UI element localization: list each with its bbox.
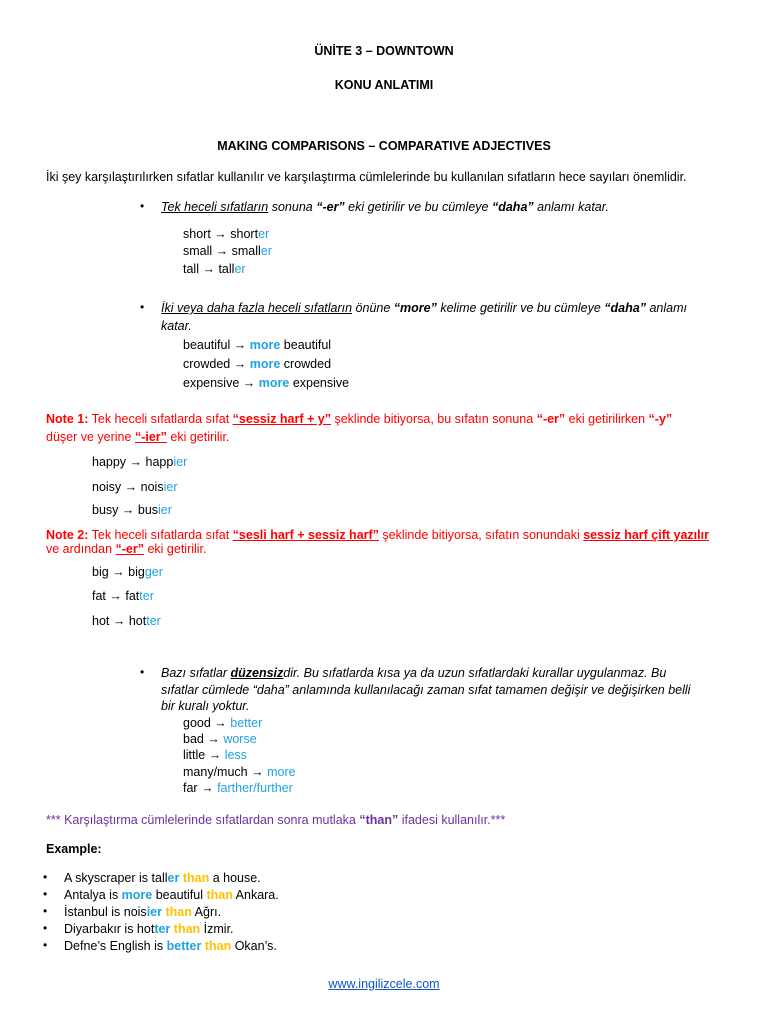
rule1-term: Tek heceli sıfatların xyxy=(161,200,269,214)
footer xyxy=(0,977,768,991)
bullet-icon: • xyxy=(43,921,48,935)
arrow-icon: → xyxy=(215,244,229,258)
example-sentence: Antalya is more beautiful than Ankara. xyxy=(64,888,279,902)
note2-text: Note 2: Tek heceli sıfatlarda sıfat “sesli harf + sessiz harf” şeklinde bitiyorsa, sıfatın sonundaki sessiz harf çift yazılır xyxy=(46,528,709,542)
arrow-icon: → xyxy=(129,455,143,469)
bullet-icon: • xyxy=(43,938,48,952)
example-sentence: Diyarbakır is hotter than İzmir. xyxy=(64,922,234,936)
website-link[interactable]: www.ingilizcele.com xyxy=(328,977,440,991)
than-note: *** Karşılaştırma cümlelerinde sıfatlardan sonra mutlaka “than” ifadesi kullanılır.*** xyxy=(46,813,506,827)
note1-example: noisy → noisier xyxy=(92,480,178,494)
arrow-icon: → xyxy=(121,503,135,517)
rule1-example: tall → taller xyxy=(183,262,246,276)
note1-example: busy → busier xyxy=(92,503,172,517)
arrow-icon: → xyxy=(233,357,247,371)
irregular-example: little → less xyxy=(183,748,247,762)
rule2-example: beautiful → more beautiful xyxy=(183,338,332,352)
section-title: MAKING COMPARISONS – COMPARATIVE ADJECTIVES xyxy=(217,139,551,153)
rule3-text-line2: sıfatlar cümlede “daha” anlamında kullanılacağı zaman sıfat tamamen değişir ve değişirken belli xyxy=(161,683,691,697)
irregular-example: good → better xyxy=(183,716,263,730)
rule1-example: short → shorter xyxy=(183,227,270,241)
example-sentence: Defne’s English is better than Okan’s. xyxy=(64,939,277,953)
note2-label: Note 2: xyxy=(46,528,89,542)
arrow-icon: → xyxy=(124,480,138,494)
example-sentence: A skyscraper is taller than a house. xyxy=(64,871,261,885)
arrow-icon: → xyxy=(112,565,125,579)
bullet-icon: • xyxy=(43,870,48,884)
lesson-subtitle: KONU ANLATIMI xyxy=(334,78,434,92)
example-heading: Example: xyxy=(46,842,102,856)
note1-label: Note 1: xyxy=(46,412,89,426)
rule3-term: düzensiz xyxy=(230,666,284,680)
arrow-icon: → xyxy=(214,227,227,241)
rule1-example: small → smaller xyxy=(183,244,272,258)
note1-example: happy → happier xyxy=(92,455,188,469)
arrow-icon: → xyxy=(251,765,264,779)
irregular-example: far → farther/further xyxy=(183,781,293,795)
example-sentence: İstanbul is noisier than Ağrı. xyxy=(64,905,222,919)
note1-text-line2: düşer ve yerine “-ier” eki getirilir. xyxy=(46,430,230,444)
note1-text: Note 1: Tek heceli sıfatlarda sıfat “sessiz harf + y” şeklinde bitiyorsa, bu sıfatın sonuna “-er” eki getirilirken “-y” xyxy=(46,412,673,426)
note2-text-line2: ve ardından “-er” eki getirilir. xyxy=(46,542,207,556)
bullet-icon: • xyxy=(43,904,48,918)
arrow-icon: → xyxy=(233,338,247,352)
arrow-icon: → xyxy=(112,614,126,628)
intro-paragraph: İki şey karşılaştırılırken sıfatlar kullanılır ve karşılaştırma cümlelerinde bu kullanılan sıfatların hece sayıları önemlidir. xyxy=(46,170,687,184)
arrow-icon: → xyxy=(109,589,122,603)
arrow-icon: → xyxy=(214,716,227,730)
note2-example: big → bigger xyxy=(92,565,163,579)
rule1-text: Tek heceli sıfatların sonuna “-er” eki getirilir ve bu cümleye “daha” anlamı katar. xyxy=(161,200,609,214)
arrow-icon: → xyxy=(242,376,256,390)
rule2-text-line2: katar. xyxy=(161,319,192,333)
bullet-icon: • xyxy=(140,300,145,314)
rule3-text-line3: bir kuralı yoktur. xyxy=(161,699,250,713)
rule2-text: İki veya daha fazla heceli sıfatların önüne “more” kelime getirilir ve bu cümleye “daha” anlamı xyxy=(161,301,687,315)
arrow-icon: → xyxy=(207,732,220,746)
note2-example: hot → hotter xyxy=(92,614,161,628)
irregular-example: bad → worse xyxy=(183,732,257,746)
bullet-icon: • xyxy=(140,665,145,679)
rule2-example: crowded → more crowded xyxy=(183,357,332,371)
rule2-term: İki veya daha fazla heceli sıfatların xyxy=(161,301,353,315)
bullet-icon: • xyxy=(43,887,48,901)
arrow-icon: → xyxy=(202,262,215,276)
bullet-icon: • xyxy=(140,199,145,213)
arrow-icon: → xyxy=(208,748,222,762)
rule2-example: expensive → more expensive xyxy=(183,376,350,390)
irregular-example: many/much → more xyxy=(183,765,296,779)
arrow-icon: → xyxy=(201,781,214,795)
rule3-text: Bazı sıfatlar düzensizdir. Bu sıfatlarda kısa ya da uzun sıfatlardaki kurallar uygulanmaz. Bu xyxy=(161,666,667,680)
note2-example: fat → fatter xyxy=(92,589,154,603)
unit-title: ÜNİTE 3 – DOWNTOWN xyxy=(314,44,454,58)
